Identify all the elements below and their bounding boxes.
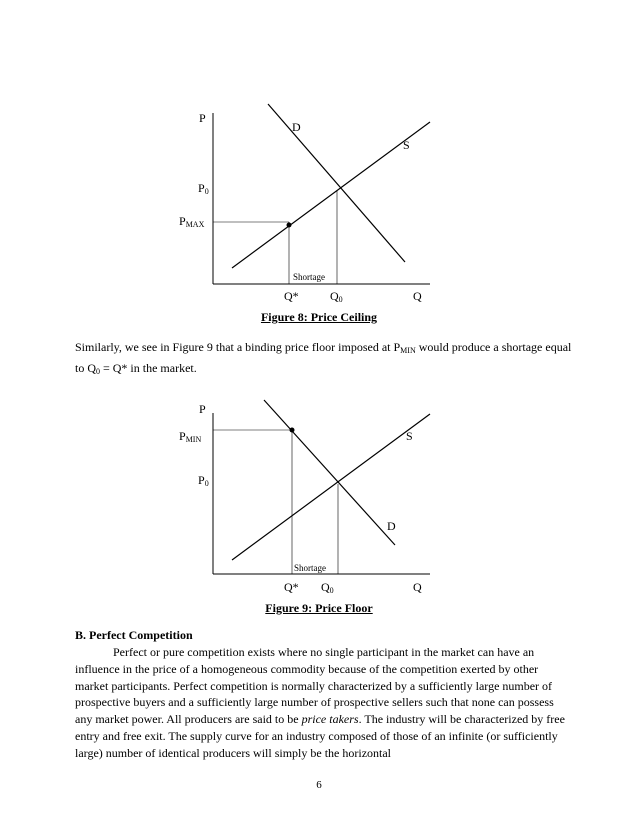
- p0-label: $P_0$: [198, 473, 209, 488]
- y-axis-label: P: [199, 111, 206, 125]
- pmin-label: $P_{MIN}$: [179, 429, 202, 444]
- shortage-label: Shortage: [293, 272, 325, 282]
- x-axis-label: Q: [413, 289, 422, 303]
- p0-label: $P_0$: [198, 181, 209, 196]
- supply-label: S: [406, 429, 413, 443]
- supply-curve: [232, 414, 430, 560]
- q0-label: $Q_0$: [321, 580, 334, 595]
- figure-8-caption: Figure 8: Price Ceiling: [260, 310, 378, 324]
- x-axis-label: Q: [413, 580, 422, 594]
- shortage-label: Shortage: [294, 563, 326, 573]
- figure-9-caption: Figure 9: Price Floor: [265, 601, 373, 615]
- paragraph-price-floor: Similarly, we see in Figure 9 that a binding price floor imposed at $P_{MIN}$ would produce a shortage equal to $Q_0 = Q*$ in the market.: [75, 340, 572, 376]
- demand-curve: [264, 400, 395, 545]
- pmax-label: $P_{MAX}$: [179, 214, 205, 229]
- demand-label: D: [387, 519, 396, 533]
- q0-label: $Q_0$: [330, 289, 343, 304]
- qstar-label: Q*: [284, 580, 299, 594]
- floor-point: [290, 428, 295, 433]
- price-takers-term: price takers: [301, 712, 359, 727]
- page-number: 6: [316, 779, 322, 791]
- y-axis-label: P: [199, 402, 206, 416]
- section-heading: B. Perfect Competition: [75, 628, 193, 642]
- supply-label: S: [403, 138, 410, 152]
- demand-label: D: [292, 120, 301, 134]
- section-paragraph: Perfect or pure competition exists where no single participant in the market can have an influence in the price of a homogeneous commodity because of the competition exerted by other market participants. Perfect competition is normally characterized by a sufficiently large number of prospective buyers and a sufficiently large number of prospective sellers such that none can possess any market power. All producers are said to be price takers. The industry will be characterized by free entry and free exit. The supply curve for an industry composed of those of an infinite (or sufficiently large) number of identical producers will simply be the horizontal: [75, 645, 565, 760]
- qstar-label: Q*: [284, 289, 299, 303]
